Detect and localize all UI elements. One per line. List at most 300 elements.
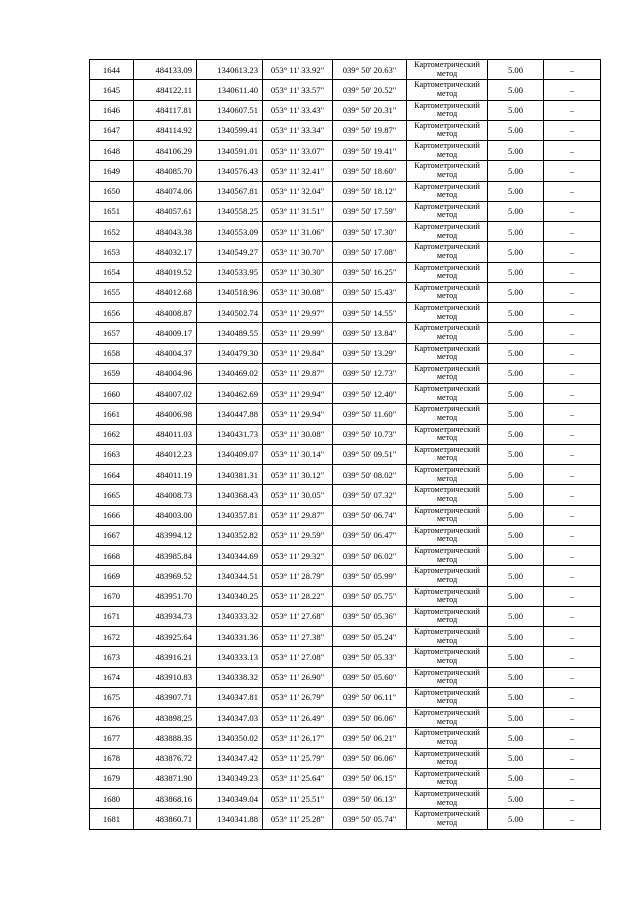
point-number-cell: 1674	[90, 667, 134, 687]
accuracy-cell: 5.00	[488, 363, 544, 383]
latitude-cell: 053° 11' 33.92"	[263, 60, 333, 80]
method-cell: Картометрический метод	[407, 687, 488, 707]
method-cell: Картометрический метод	[407, 546, 488, 566]
longitude-cell: 039° 50' 15.43"	[333, 282, 407, 302]
latitude-cell: 053° 11' 25.51"	[263, 789, 333, 809]
latitude-cell: 053° 11' 30.14"	[263, 444, 333, 464]
latitude-cell: 053° 11' 30.08"	[263, 282, 333, 302]
latitude-cell: 053° 11' 25.64"	[263, 768, 333, 788]
point-number-cell: 1670	[90, 586, 134, 606]
note-cell: –	[544, 100, 601, 120]
y-coordinate-cell: 1340489.55	[197, 323, 263, 343]
latitude-cell: 053° 11' 26.49"	[263, 708, 333, 728]
note-cell: –	[544, 485, 601, 505]
latitude-cell: 053° 11' 31.06"	[263, 222, 333, 242]
coordinates-table-body	[90, 60, 601, 830]
method-cell: Картометрический метод	[407, 768, 488, 788]
y-coordinate-cell: 1340611.40	[197, 80, 263, 100]
y-coordinate-cell: 1340591.01	[197, 141, 263, 161]
y-coordinate-cell: 1340409.07	[197, 444, 263, 464]
longitude-cell: 039° 50' 17.59"	[333, 201, 407, 221]
x-coordinate-cell: 484011.03	[134, 424, 197, 444]
note-cell: –	[544, 384, 601, 404]
latitude-cell: 053° 11' 27.68"	[263, 606, 333, 626]
method-cell: Картометрический метод	[407, 60, 488, 80]
y-coordinate-cell: 1340352.82	[197, 525, 263, 545]
y-coordinate-cell: 1340349.23	[197, 768, 263, 788]
y-coordinate-cell: 1340338.32	[197, 667, 263, 687]
method-cell: Картометрический метод	[407, 566, 488, 586]
x-coordinate-cell: 483868.16	[134, 789, 197, 809]
x-coordinate-cell: 484007.02	[134, 384, 197, 404]
accuracy-cell: 5.00	[488, 687, 544, 707]
note-cell: –	[544, 586, 601, 606]
longitude-cell: 039° 50' 06.15"	[333, 768, 407, 788]
note-cell: –	[544, 201, 601, 221]
accuracy-cell: 5.00	[488, 222, 544, 242]
table-row	[90, 606, 601, 626]
point-number-cell: 1672	[90, 627, 134, 647]
latitude-cell: 053° 11' 30.08"	[263, 424, 333, 444]
x-coordinate-cell: 483871.90	[134, 768, 197, 788]
x-coordinate-cell: 484074.06	[134, 181, 197, 201]
y-coordinate-cell: 1340347.42	[197, 748, 263, 768]
table-row	[90, 363, 601, 383]
longitude-cell: 039° 50' 13.84"	[333, 323, 407, 343]
x-coordinate-cell: 483951.70	[134, 586, 197, 606]
method-cell: Картометрический метод	[407, 525, 488, 545]
note-cell: –	[544, 687, 601, 707]
method-cell: Картометрический метод	[407, 363, 488, 383]
method-cell: Картометрический метод	[407, 242, 488, 262]
y-coordinate-cell: 1340447.88	[197, 404, 263, 424]
y-coordinate-cell: 1340502.74	[197, 303, 263, 323]
point-number-cell: 1653	[90, 242, 134, 262]
note-cell: –	[544, 748, 601, 768]
y-coordinate-cell: 1340549.27	[197, 242, 263, 262]
table-row	[90, 627, 601, 647]
method-cell: Картометрический метод	[407, 485, 488, 505]
table-row	[90, 262, 601, 282]
latitude-cell: 053° 11' 30.70"	[263, 242, 333, 262]
latitude-cell: 053° 11' 26.17"	[263, 728, 333, 748]
y-coordinate-cell: 1340479.30	[197, 343, 263, 363]
note-cell: –	[544, 181, 601, 201]
point-number-cell: 1654	[90, 262, 134, 282]
latitude-cell: 053° 11' 28.22"	[263, 586, 333, 606]
point-number-cell: 1650	[90, 181, 134, 201]
y-coordinate-cell: 1340431.73	[197, 424, 263, 444]
table-row	[90, 667, 601, 687]
x-coordinate-cell: 483907.71	[134, 687, 197, 707]
longitude-cell: 039° 50' 09.51"	[333, 444, 407, 464]
x-coordinate-cell: 484106.29	[134, 141, 197, 161]
y-coordinate-cell: 1340344.51	[197, 566, 263, 586]
table-row	[90, 141, 601, 161]
longitude-cell: 039° 50' 05.74"	[333, 809, 407, 829]
method-cell: Картометрический метод	[407, 444, 488, 464]
x-coordinate-cell: 484085.70	[134, 161, 197, 181]
latitude-cell: 053° 11' 26.90"	[263, 667, 333, 687]
point-number-cell: 1649	[90, 161, 134, 181]
accuracy-cell: 5.00	[488, 748, 544, 768]
accuracy-cell: 5.00	[488, 181, 544, 201]
longitude-cell: 039° 50' 16.25"	[333, 262, 407, 282]
latitude-cell: 053° 11' 29.84"	[263, 343, 333, 363]
x-coordinate-cell: 483934.73	[134, 606, 197, 626]
point-number-cell: 1668	[90, 546, 134, 566]
method-cell: Картометрический метод	[407, 100, 488, 120]
accuracy-cell: 5.00	[488, 282, 544, 302]
method-cell: Картометрический метод	[407, 424, 488, 444]
longitude-cell: 039° 50' 05.99"	[333, 566, 407, 586]
method-cell: Картометрический метод	[407, 262, 488, 282]
point-number-cell: 1675	[90, 687, 134, 707]
method-cell: Картометрический метод	[407, 201, 488, 221]
y-coordinate-cell: 1340347.81	[197, 687, 263, 707]
method-cell: Картометрический метод	[407, 586, 488, 606]
note-cell: –	[544, 647, 601, 667]
table-row	[90, 80, 601, 100]
method-cell: Картометрический метод	[407, 404, 488, 424]
note-cell: –	[544, 303, 601, 323]
method-cell: Картометрический метод	[407, 384, 488, 404]
x-coordinate-cell: 483994.12	[134, 525, 197, 545]
point-number-cell: 1658	[90, 343, 134, 363]
note-cell: –	[544, 768, 601, 788]
x-coordinate-cell: 484057.61	[134, 201, 197, 221]
latitude-cell: 053° 11' 26.79"	[263, 687, 333, 707]
method-cell: Картометрический метод	[407, 728, 488, 748]
y-coordinate-cell: 1340576.43	[197, 161, 263, 181]
accuracy-cell: 5.00	[488, 141, 544, 161]
point-number-cell: 1666	[90, 505, 134, 525]
point-number-cell: 1644	[90, 60, 134, 80]
method-cell: Картометрический метод	[407, 606, 488, 626]
accuracy-cell: 5.00	[488, 505, 544, 525]
y-coordinate-cell: 1340368.43	[197, 485, 263, 505]
accuracy-cell: 5.00	[488, 606, 544, 626]
y-coordinate-cell: 1340599.41	[197, 120, 263, 140]
longitude-cell: 039° 50' 13.29"	[333, 343, 407, 363]
y-coordinate-cell: 1340613.23	[197, 60, 263, 80]
point-number-cell: 1664	[90, 465, 134, 485]
accuracy-cell: 5.00	[488, 708, 544, 728]
longitude-cell: 039° 50' 18.12"	[333, 181, 407, 201]
latitude-cell: 053° 11' 33.57"	[263, 80, 333, 100]
table-row	[90, 120, 601, 140]
accuracy-cell: 5.00	[488, 465, 544, 485]
longitude-cell: 039° 50' 12.73"	[333, 363, 407, 383]
point-number-cell: 1671	[90, 606, 134, 626]
table-row	[90, 444, 601, 464]
y-coordinate-cell: 1340518.96	[197, 282, 263, 302]
x-coordinate-cell: 483916.21	[134, 647, 197, 667]
longitude-cell: 039° 50' 20.52"	[333, 80, 407, 100]
longitude-cell: 039° 50' 05.60"	[333, 667, 407, 687]
x-coordinate-cell: 484003.00	[134, 505, 197, 525]
accuracy-cell: 5.00	[488, 667, 544, 687]
y-coordinate-cell: 1340344.69	[197, 546, 263, 566]
table-row	[90, 768, 601, 788]
accuracy-cell: 5.00	[488, 444, 544, 464]
table-row	[90, 586, 601, 606]
y-coordinate-cell: 1340347.03	[197, 708, 263, 728]
table-row	[90, 343, 601, 363]
latitude-cell: 053° 11' 27.08"	[263, 647, 333, 667]
longitude-cell: 039° 50' 19.87"	[333, 120, 407, 140]
point-number-cell: 1652	[90, 222, 134, 242]
x-coordinate-cell: 483969.52	[134, 566, 197, 586]
table-row	[90, 566, 601, 586]
y-coordinate-cell: 1340381.31	[197, 465, 263, 485]
accuracy-cell: 5.00	[488, 525, 544, 545]
x-coordinate-cell: 484004.96	[134, 363, 197, 383]
method-cell: Картометрический метод	[407, 222, 488, 242]
method-cell: Картометрический метод	[407, 708, 488, 728]
longitude-cell: 039° 50' 20.31"	[333, 100, 407, 120]
accuracy-cell: 5.00	[488, 768, 544, 788]
method-cell: Картометрический метод	[407, 80, 488, 100]
latitude-cell: 053° 11' 29.97"	[263, 303, 333, 323]
x-coordinate-cell: 484019.52	[134, 262, 197, 282]
accuracy-cell: 5.00	[488, 60, 544, 80]
method-cell: Картометрический метод	[407, 282, 488, 302]
accuracy-cell: 5.00	[488, 647, 544, 667]
method-cell: Картометрический метод	[407, 181, 488, 201]
note-cell: –	[544, 505, 601, 525]
latitude-cell: 053° 11' 30.30"	[263, 262, 333, 282]
longitude-cell: 039° 50' 06.47"	[333, 525, 407, 545]
x-coordinate-cell: 484006.98	[134, 404, 197, 424]
longitude-cell: 039° 50' 06.74"	[333, 505, 407, 525]
method-cell: Картометрический метод	[407, 748, 488, 768]
y-coordinate-cell: 1340558.25	[197, 201, 263, 221]
note-cell: –	[544, 141, 601, 161]
table-row	[90, 60, 601, 80]
longitude-cell: 039° 50' 18.60"	[333, 161, 407, 181]
longitude-cell: 039° 50' 20.63"	[333, 60, 407, 80]
note-cell: –	[544, 222, 601, 242]
note-cell: –	[544, 262, 601, 282]
latitude-cell: 053° 11' 29.94"	[263, 404, 333, 424]
accuracy-cell: 5.00	[488, 80, 544, 100]
note-cell: –	[544, 343, 601, 363]
note-cell: –	[544, 363, 601, 383]
longitude-cell: 039° 50' 05.75"	[333, 586, 407, 606]
table-row	[90, 201, 601, 221]
x-coordinate-cell: 483925.64	[134, 627, 197, 647]
latitude-cell: 053° 11' 29.94"	[263, 384, 333, 404]
method-cell: Картометрический метод	[407, 667, 488, 687]
method-cell: Картометрический метод	[407, 789, 488, 809]
method-cell: Картометрический метод	[407, 647, 488, 667]
y-coordinate-cell: 1340350.02	[197, 728, 263, 748]
longitude-cell: 039° 50' 05.33"	[333, 647, 407, 667]
point-number-cell: 1680	[90, 789, 134, 809]
accuracy-cell: 5.00	[488, 627, 544, 647]
note-cell: –	[544, 424, 601, 444]
latitude-cell: 053° 11' 33.43"	[263, 100, 333, 120]
accuracy-cell: 5.00	[488, 546, 544, 566]
point-number-cell: 1663	[90, 444, 134, 464]
note-cell: –	[544, 323, 601, 343]
note-cell: –	[544, 444, 601, 464]
table-row	[90, 384, 601, 404]
latitude-cell: 053° 11' 29.87"	[263, 505, 333, 525]
longitude-cell: 039° 50' 17.30"	[333, 222, 407, 242]
x-coordinate-cell: 484008.87	[134, 303, 197, 323]
note-cell: –	[544, 404, 601, 424]
longitude-cell: 039° 50' 06.06"	[333, 748, 407, 768]
latitude-cell: 053° 11' 30.05"	[263, 485, 333, 505]
point-number-cell: 1661	[90, 404, 134, 424]
method-cell: Картометрический метод	[407, 627, 488, 647]
point-number-cell: 1676	[90, 708, 134, 728]
x-coordinate-cell: 484012.23	[134, 444, 197, 464]
point-number-cell: 1660	[90, 384, 134, 404]
table-row	[90, 505, 601, 525]
note-cell: –	[544, 728, 601, 748]
latitude-cell: 053° 11' 29.32"	[263, 546, 333, 566]
point-number-cell: 1673	[90, 647, 134, 667]
table-row	[90, 789, 601, 809]
accuracy-cell: 5.00	[488, 323, 544, 343]
point-number-cell: 1678	[90, 748, 134, 768]
note-cell: –	[544, 242, 601, 262]
point-number-cell: 1657	[90, 323, 134, 343]
y-coordinate-cell: 1340333.32	[197, 606, 263, 626]
x-coordinate-cell: 483985.84	[134, 546, 197, 566]
table-row	[90, 687, 601, 707]
x-coordinate-cell: 484043.38	[134, 222, 197, 242]
method-cell: Картометрический метод	[407, 161, 488, 181]
accuracy-cell: 5.00	[488, 120, 544, 140]
x-coordinate-cell: 484117.81	[134, 100, 197, 120]
point-number-cell: 1655	[90, 282, 134, 302]
latitude-cell: 053° 11' 31.51"	[263, 201, 333, 221]
y-coordinate-cell: 1340462.69	[197, 384, 263, 404]
x-coordinate-cell: 483910.83	[134, 667, 197, 687]
latitude-cell: 053° 11' 25.79"	[263, 748, 333, 768]
x-coordinate-cell: 483888.35	[134, 728, 197, 748]
table-row	[90, 424, 601, 444]
x-coordinate-cell: 483876.72	[134, 748, 197, 768]
note-cell: –	[544, 525, 601, 545]
longitude-cell: 039° 50' 19.41"	[333, 141, 407, 161]
method-cell: Картометрический метод	[407, 465, 488, 485]
table-row	[90, 525, 601, 545]
accuracy-cell: 5.00	[488, 789, 544, 809]
table-row	[90, 100, 601, 120]
note-cell: –	[544, 465, 601, 485]
note-cell: –	[544, 161, 601, 181]
table-row	[90, 242, 601, 262]
latitude-cell: 053° 11' 33.07"	[263, 141, 333, 161]
latitude-cell: 053° 11' 28.79"	[263, 566, 333, 586]
note-cell: –	[544, 120, 601, 140]
method-cell: Картометрический метод	[407, 141, 488, 161]
note-cell: –	[544, 627, 601, 647]
longitude-cell: 039° 50' 07.32"	[333, 485, 407, 505]
longitude-cell: 039° 50' 17.08"	[333, 242, 407, 262]
note-cell: –	[544, 708, 601, 728]
table-row	[90, 647, 601, 667]
table-row	[90, 728, 601, 748]
note-cell: –	[544, 282, 601, 302]
longitude-cell: 039° 50' 06.11"	[333, 687, 407, 707]
point-number-cell: 1667	[90, 525, 134, 545]
table-row	[90, 465, 601, 485]
latitude-cell: 053° 11' 29.59"	[263, 525, 333, 545]
table-row	[90, 708, 601, 728]
accuracy-cell: 5.00	[488, 404, 544, 424]
point-number-cell: 1662	[90, 424, 134, 444]
note-cell: –	[544, 667, 601, 687]
y-coordinate-cell: 1340553.09	[197, 222, 263, 242]
x-coordinate-cell: 484133.09	[134, 60, 197, 80]
table-row	[90, 161, 601, 181]
point-number-cell: 1677	[90, 728, 134, 748]
latitude-cell: 053° 11' 25.28"	[263, 809, 333, 829]
method-cell: Картометрический метод	[407, 809, 488, 829]
point-number-cell: 1646	[90, 100, 134, 120]
accuracy-cell: 5.00	[488, 242, 544, 262]
longitude-cell: 039° 50' 06.06"	[333, 708, 407, 728]
note-cell: –	[544, 80, 601, 100]
coordinates-table	[89, 59, 601, 830]
y-coordinate-cell: 1340533.95	[197, 262, 263, 282]
accuracy-cell: 5.00	[488, 424, 544, 444]
y-coordinate-cell: 1340469.02	[197, 363, 263, 383]
accuracy-cell: 5.00	[488, 303, 544, 323]
x-coordinate-cell: 484009.17	[134, 323, 197, 343]
accuracy-cell: 5.00	[488, 566, 544, 586]
x-coordinate-cell: 484008.73	[134, 485, 197, 505]
x-coordinate-cell: 483898.25	[134, 708, 197, 728]
y-coordinate-cell: 1340341.88	[197, 809, 263, 829]
latitude-cell: 053° 11' 32.41"	[263, 161, 333, 181]
accuracy-cell: 5.00	[488, 384, 544, 404]
point-number-cell: 1656	[90, 303, 134, 323]
table-row	[90, 303, 601, 323]
y-coordinate-cell: 1340357.81	[197, 505, 263, 525]
accuracy-cell: 5.00	[488, 809, 544, 829]
method-cell: Картометрический метод	[407, 303, 488, 323]
accuracy-cell: 5.00	[488, 161, 544, 181]
x-coordinate-cell: 483860.71	[134, 809, 197, 829]
longitude-cell: 039° 50' 05.24"	[333, 627, 407, 647]
latitude-cell: 053° 11' 27.38"	[263, 627, 333, 647]
note-cell: –	[544, 60, 601, 80]
longitude-cell: 039° 50' 06.13"	[333, 789, 407, 809]
point-number-cell: 1681	[90, 809, 134, 829]
accuracy-cell: 5.00	[488, 100, 544, 120]
accuracy-cell: 5.00	[488, 343, 544, 363]
note-cell: –	[544, 546, 601, 566]
x-coordinate-cell: 484012.68	[134, 282, 197, 302]
longitude-cell: 039° 50' 06.21"	[333, 728, 407, 748]
method-cell: Картометрический метод	[407, 323, 488, 343]
table-row	[90, 809, 601, 829]
y-coordinate-cell: 1340331.36	[197, 627, 263, 647]
longitude-cell: 039° 50' 11.60"	[333, 404, 407, 424]
table-row	[90, 485, 601, 505]
note-cell: –	[544, 809, 601, 829]
point-number-cell: 1665	[90, 485, 134, 505]
x-coordinate-cell: 484114.92	[134, 120, 197, 140]
method-cell: Картометрический метод	[407, 343, 488, 363]
